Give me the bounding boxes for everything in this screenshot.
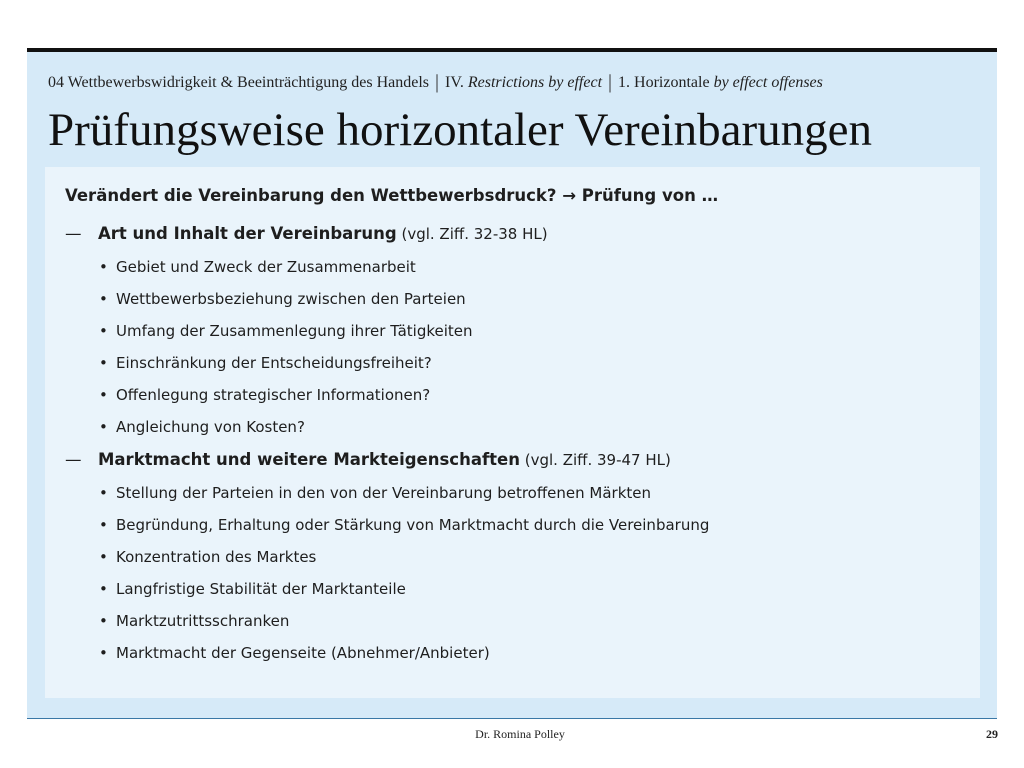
list-item	[65, 411, 965, 443]
dash-marker: —	[65, 224, 82, 243]
bullet-marker: •	[99, 418, 108, 436]
list-item	[65, 283, 965, 315]
section-reference: (vgl. Ziff. 39-47 HL)	[519, 451, 671, 469]
section-heading	[65, 217, 965, 251]
page-title: Prüfungsweise horizontaler Vereinbarungen	[48, 104, 872, 156]
bullet-marker: •	[99, 322, 108, 340]
breadcrumb-part-1: 04 Wettbewerbswidrigkeit & Beeinträchtigung des Handels	[48, 74, 429, 91]
list-item-text: Einschränkung der Entscheidungsfreiheit?	[116, 354, 432, 372]
list-item-text: Marktmacht der Gegenseite (Abnehmer/Anbieter)	[116, 644, 490, 662]
breadcrumb	[48, 70, 988, 93]
bullet-marker: •	[99, 290, 108, 308]
section-title: Art und Inhalt der Vereinbarung	[98, 224, 397, 243]
bullet-marker: •	[99, 516, 108, 534]
list-item-text: Marktzutrittsschranken	[116, 612, 290, 630]
footer-author: Dr. Romina Polley	[475, 727, 565, 741]
bullet-marker: •	[99, 354, 108, 372]
list-item-text: Umfang der Zusammenlegung ihrer Tätigkeiten	[116, 322, 473, 340]
list-item	[65, 379, 965, 411]
content-heading: Verändert die Vereinbarung den Wettbewerbsdruck? → Prüfung von …	[65, 186, 719, 205]
list-item	[65, 541, 965, 573]
section-reference: (vgl. Ziff. 32-38 HL)	[396, 225, 548, 243]
section-heading	[65, 443, 965, 477]
breadcrumb-part-2-italic: Restrictions by effect	[467, 74, 603, 91]
list-item-text: Angleichung von Kosten?	[116, 418, 305, 436]
list-item-text: Gebiet und Zweck der Zusammenarbeit	[116, 258, 416, 276]
list-item	[65, 573, 965, 605]
bullet-marker: •	[99, 258, 108, 276]
list-item	[65, 509, 965, 541]
bullet-marker: •	[99, 644, 108, 662]
list-item	[65, 347, 965, 379]
breadcrumb-part-2-prefix: IV.	[445, 74, 468, 91]
breadcrumb-part-3-prefix: 1. Horizontale	[618, 74, 714, 91]
list-item-text: Stellung der Parteien in den von der Vereinbarung betroffenen Märkten	[116, 484, 652, 502]
list-item	[65, 315, 965, 347]
bullet-marker: •	[99, 386, 108, 404]
list-item-text: Konzentration des Marktes	[116, 548, 317, 566]
bullet-marker: •	[99, 548, 108, 566]
breadcrumb-separator: |	[435, 71, 440, 93]
list-item	[65, 637, 965, 669]
breadcrumb-part-3-italic: by effect offenses	[713, 74, 823, 91]
list-item-text: Begründung, Erhaltung oder Stärkung von Marktmacht durch die Vereinbarung	[116, 516, 710, 534]
list-item-text: Offenlegung strategischer Informationen?	[116, 386, 431, 404]
breadcrumb-separator: |	[608, 71, 613, 93]
list-item-text: Wettbewerbsbeziehung zwischen den Parteien	[116, 290, 466, 308]
list-item	[65, 605, 965, 637]
bullet-marker: •	[99, 612, 108, 630]
dash-marker: —	[65, 450, 82, 469]
list-item-text: Langfristige Stabilität der Marktanteile	[116, 580, 406, 598]
list-item	[65, 251, 965, 283]
bullet-marker: •	[99, 580, 108, 598]
page-number: 29	[986, 727, 998, 741]
section-title: Marktmacht und weitere Markteigenschaften	[98, 450, 520, 469]
bottom-rule	[27, 718, 997, 719]
content-list	[65, 183, 965, 669]
bullet-marker: •	[99, 484, 108, 502]
list-item	[65, 477, 965, 509]
